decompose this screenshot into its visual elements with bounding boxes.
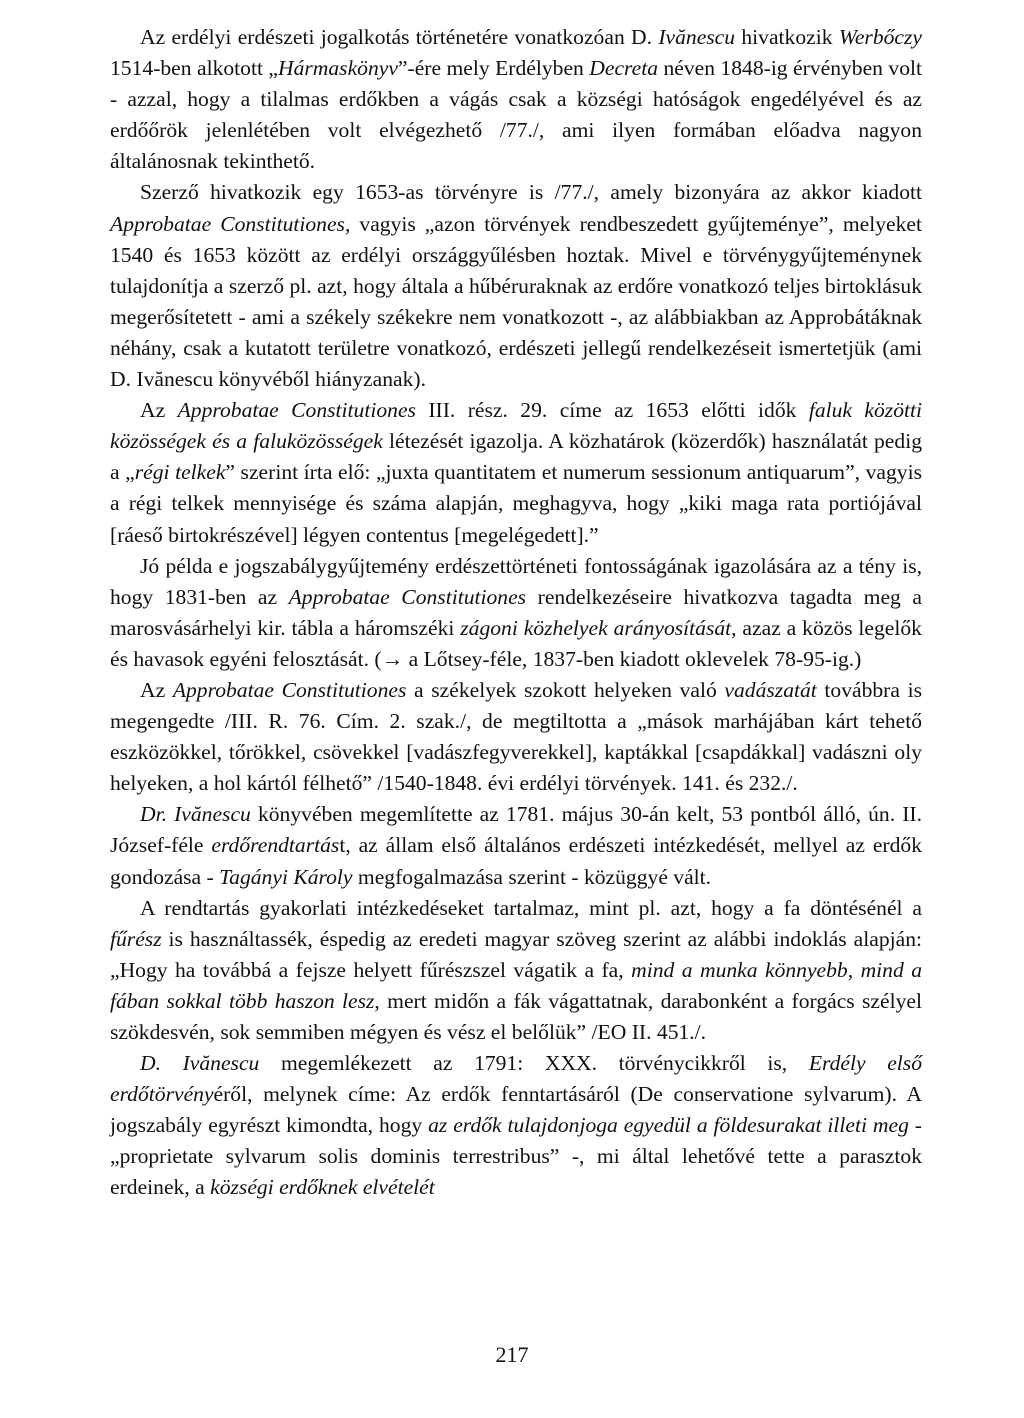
- text-run: megfogalmazása szerint - közüggyé vált.: [352, 864, 712, 889]
- paragraph: [110, 177, 922, 395]
- text-run: - „proprietate sylvarum solis dominis terrestribus” -, mi által lehetővé tette a parasztok erdeinek, a: [110, 1113, 922, 1200]
- text-run: t, az állam első általános erdészeti intézkedését, mellyel az erdők gondozása -: [110, 833, 922, 889]
- text-run: , azaz a közös legelők és havasok egyéni felosztását. (→ a Lőtsey-féle, 1837-ben kiadott oklevelek 78-95-ig.): [110, 615, 922, 671]
- text-run: néven 1848-ig érvényben volt - azzal, hogy a tilalmas erdőkben a vágás csak a községi hatóságok engedélyével és az erdőőrök jelenlétében volt elvégezhető /77./, ami ilyen formában előadva nagyon általánosnak tekinthető.: [110, 56, 922, 174]
- text-run: III. rész. 29. címe az 1653 előtti idők: [415, 398, 809, 423]
- text-run: ” szerint írta elő: „juxta quantitatem et numerum sessionum antiquarum”, vagyis a régi telkek mennyisége és száma alapján, meghagyva, hogy „kiki maga rata portiójával [ráeső birtokrészével] légyen contentus [megelégedett].”: [110, 460, 922, 547]
- text-run: éről, melynek címe: Az erdők fenntartásáról (De conservatione sylvarum). A jogszabály egyrészt kimondta, hogy: [110, 1082, 922, 1138]
- paragraph: [110, 799, 922, 892]
- text-run: , vagyis „azon törvények rendbeszedett gyűjteménye”, melyeket 1540 és 1653 között az erdélyi országgyűlésben hoztak. Mivel e törvénygyűjteménynek tulajdonítja a szerző pl. azt, hogy általa a hűbéruraknak az erdőre vonatkozó teljes birtoklásuk megerősítetett - ami a székely székekre nem vonatkozott -, az alábbiakban az Approbátáknak néhány, csak a kutatott területre vonatkozó, erdészeti jellegű rendelkezéseit ismertetjük (ami D. Ivănescu könyvéből hiányzanak).: [110, 211, 922, 392]
- italic-text: Erdély első erdőtörvény: [110, 1051, 922, 1107]
- text-run: továbbra is megengedte /III. R. 76. Cím. 2. szak./, de megtiltotta a „mások marhájában kárt tehető eszközökkel, tőrökkel, csövekkel [vadászfegyverekkel], kaptákkal [csapdákkal] vadászni oly helyeken, a hol kártól félhető” /1540-1848. évi erdélyi törvények. 141. és 232./.: [110, 677, 922, 796]
- text-run: , mert midőn a fák vágattatnak, darabonként a forgács szélyel szökdesvén, sok semmiben mégyen és vész el belőlük” /EO II. 451./.: [110, 988, 922, 1044]
- italic-text: Approbatae Constitutiones: [177, 398, 416, 423]
- body-text: [110, 22, 922, 1204]
- italic-text: Approbatae Constitutiones: [110, 211, 345, 236]
- italic-text: mind a munka könnyebb, mind a fában sokkal több haszon lesz: [110, 957, 922, 1013]
- text-run: létezését igazolja. A közhatárok (közerdők) használatát pedig a „: [110, 429, 922, 485]
- paragraph: [110, 551, 922, 675]
- text-run: Az: [140, 398, 178, 423]
- italic-text: az erdők tulajdonjoga egyedül a földesurakat illeti meg: [428, 1113, 909, 1138]
- document-page: [110, 22, 922, 1204]
- text-run: könyvében megemlítette az 1781. május 30-án kelt, 53 pontból álló, ún. II. József-féle: [110, 802, 922, 858]
- italic-text: régi telkek: [134, 460, 226, 485]
- italic-text: Ivănescu: [658, 25, 736, 49]
- italic-text: Decreta: [589, 56, 659, 81]
- italic-text: Hármaskönyv: [277, 56, 398, 81]
- text-run: Az erdélyi erdészeti jogalkotás történetére vonatkozóan D.: [140, 25, 659, 49]
- italic-text: Tagányi Károly: [219, 864, 353, 889]
- page-number: 217: [495, 1342, 529, 1367]
- text-run: a székelyek szokott helyeken való: [406, 677, 725, 702]
- paragraph: [110, 395, 922, 550]
- italic-text: erdőrendtartás: [211, 833, 340, 858]
- italic-text: vadászatát: [724, 677, 817, 702]
- italic-text: községi erdőknek elvételét: [210, 1175, 435, 1200]
- text-run: Jó példa e jogszabálygyűjtemény erdészettörténeti fontosságának igazolására az a tény is, hogy 1831-ben az: [110, 553, 922, 609]
- italic-text: fűrész: [110, 926, 162, 951]
- italic-text: zágoni közhelyek arányosítását: [460, 615, 732, 640]
- text-run: 1514-ben alkotott „: [110, 56, 278, 81]
- paragraph: [110, 893, 922, 1048]
- text-run: A rendtartás gyakorlati intézkedéseket tartalmaz, mint pl. azt, hogy a fa döntésénél a: [140, 895, 922, 920]
- italic-text: Approbatae Constitutiones: [172, 677, 407, 702]
- text-run: Az: [140, 677, 173, 702]
- italic-text: faluk közötti közösségek és a faluközösségek: [110, 398, 922, 454]
- italic-text: Dr. Ivănescu: [140, 802, 251, 827]
- text-run: ”-ére mely Erdélyben: [397, 56, 590, 81]
- text-run: is használtassék, éspedig az eredeti magyar szöveg szerint az alábbi indoklás alapján: „Hogy ha továbbá a fejsze helyett fűrészszel vágatik a fa,: [110, 926, 922, 982]
- paragraph: [110, 22, 922, 177]
- text-run: rendelkezéseire hivatkozva tagadta meg a marosvásárhelyi kir. tábla a háromszéki: [110, 584, 922, 640]
- italic-text: Werbőczy: [838, 25, 922, 49]
- text-run: megemlékezett az 1791: XXX. törvénycikkről is,: [259, 1051, 809, 1076]
- text-run: hivatkozik: [735, 25, 839, 49]
- italic-text: Approbatae Constitutiones: [288, 584, 527, 609]
- italic-text: D. Ivănescu: [140, 1051, 260, 1076]
- text-run: Szerző hivatkozik egy 1653-as törvényre is /77./, amely bizonyára az akkor kiadott: [140, 180, 922, 205]
- paragraph: [110, 1048, 922, 1203]
- paragraph: [110, 675, 922, 799]
